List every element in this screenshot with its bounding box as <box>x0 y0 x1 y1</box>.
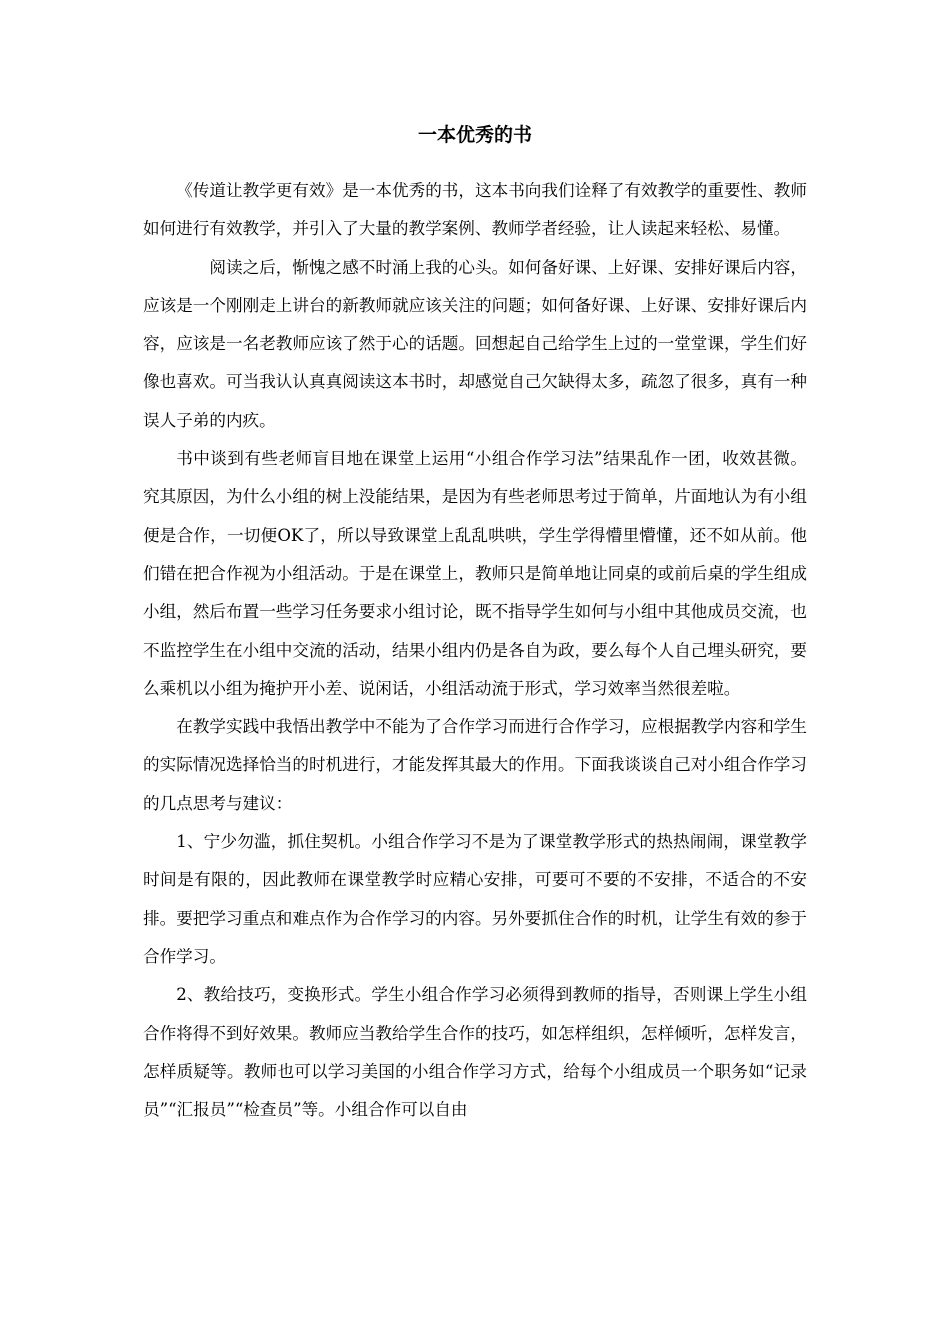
paragraph-group-learning-problem: 书中谈到有些老师盲目地在课堂上运用“小组合作学习法”结果乱作一团，收效甚微。究其原因，为什么小组的树上没能结果，是因为有些老师思考过于简单，片面地认为有小组便是合作，一切便OK了，所以导致课堂上乱乱哄哄，学生学得懵里懵懂，还不如从前。他们错在把合作视为小组活动。于是在课堂上，教师只是简单地让同桌的或前后桌的学生组成小组，然后布置一些学习任务要求小组讨论，既不指导学生如何与小组中其他成员交流，也不监控学生在小组中交流的活动，结果小组内仍是各自为政，要么每个人自己埋头研究，要么乘机以小组为掩护开小差、说闲话，小组活动流于形式，学习效率当然很差啦。 <box>143 449 807 698</box>
paragraph-intro: 《传道让教学更有效》是一本优秀的书，这本书向我们诠释了有效教学的重要性、教师如何进行有效教学，并引入了大量的教学案例、教师学者经验，让人读起来轻松、易懂。 <box>143 181 807 239</box>
paragraph-suggestion-1: 1、宁少勿滥，抓住契机。小组合作学习不是为了课堂教学形式的热热闹闹，课堂教学时间是有限的，因此教师在课堂教学时应精心安排，可要可不要的不安排，不适合的不安排。要把学习重点和难点作为合作学习的内容。另外要抓住合作的时机，让学生有效的参于合作学习。 <box>143 832 807 966</box>
document-title: 一本优秀的书 <box>417 124 532 146</box>
paragraph-suggestion-2: 2、教给技巧，变换形式。学生小组合作学习必须得到教师的指导，否则课上学生小组合作将得不到好效果。教师应当教给学生合作的技巧，如怎样组织，怎样倾听，怎样发言，怎样质疑等。教师也可以学习美国的小组合作学习方式，给每个小组成员一个职务如“记录员”“汇报员”“检查员”等。小组合作可以自由 <box>143 985 807 1120</box>
paragraph-reflection: 阅读之后，惭愧之感不时涌上我的心头。如何备好课、上好课、安排好课后内容，应该是一个刚刚走上讲台的新教师就应该关注的问题；如何备好课、上好课、安排好课后内容，应该是一名老教师应该了然于心的话题。回想起自己给学生上过的一堂堂课，学生们好像也喜欢。可当我认认真真阅读这本书时，却感觉自己欠缺得太多，疏忽了很多，真有一种误人子弟的内疚。 <box>143 257 807 430</box>
document-body <box>143 172 807 1129</box>
paragraph-practice-insight: 在教学实践中我悟出教学中不能为了合作学习而进行合作学习，应根据教学内容和学生的实际情况选择恰当的时机进行，才能发挥其最大的作用。下面我谈谈自己对小组合作学习的几点思考与建议： <box>143 717 807 813</box>
